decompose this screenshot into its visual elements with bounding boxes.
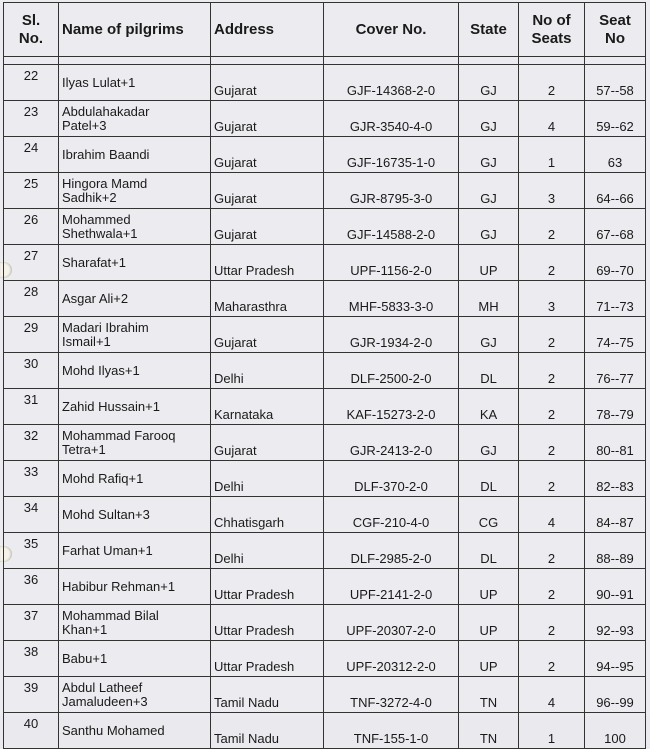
pilgrims-table [3,2,646,749]
pilgrim-name-cell: Santhu Mohamed [59,713,211,749]
seat-no-cell: 90--91 [585,569,646,605]
address-cell: Gujarat [211,317,324,353]
seats-count-cell: 4 [519,497,585,533]
table-row [4,281,646,317]
seats-count-cell: 2 [519,425,585,461]
address-cell: Gujarat [211,173,324,209]
cover-no-cell: GJR-8795-3-0 [324,173,459,209]
seats-count-cell: 3 [519,173,585,209]
header-cover-no: Cover No. [324,3,459,57]
sl-no-cell: 29 [4,317,59,353]
pilgrim-name-cell: Madari Ibrahim Ismail+1 [59,317,211,353]
table-row [4,497,646,533]
seat-no-cell: 63 [585,137,646,173]
table-row [4,101,646,137]
cover-no-cell: GJF-14588-2-0 [324,209,459,245]
table-row [4,209,646,245]
state-cell: MH [459,281,519,317]
table-row [4,353,646,389]
seat-no-cell: 88--89 [585,533,646,569]
state-cell: GJ [459,137,519,173]
address-cell: Delhi [211,461,324,497]
cover-no-cell: GJF-16735-1-0 [324,137,459,173]
state-cell: DL [459,353,519,389]
pilgrim-name-cell: Habibur Rehman+1 [59,569,211,605]
seats-count-cell: 2 [519,533,585,569]
table-row [4,389,646,425]
address-cell: Tamil Nadu [211,677,324,713]
table-row [4,461,646,497]
table-header [4,3,646,57]
seats-count-cell: 2 [519,65,585,101]
sl-no-cell: 31 [4,389,59,425]
address-cell: Gujarat [211,65,324,101]
sl-no-cell: 35 [4,533,59,569]
cover-no-cell: DLF-2985-2-0 [324,533,459,569]
state-cell: UP [459,641,519,677]
table-row [4,425,646,461]
seat-no-cell: 59--62 [585,101,646,137]
state-cell: DL [459,461,519,497]
table-row [4,533,646,569]
seat-no-cell: 78--79 [585,389,646,425]
table-row [4,65,646,101]
state-cell: TN [459,677,519,713]
state-cell: DL [459,533,519,569]
seat-no-cell: 69--70 [585,245,646,281]
address-cell: Uttar Pradesh [211,245,324,281]
seat-no-cell: 74--75 [585,317,646,353]
address-cell: Tamil Nadu [211,713,324,749]
state-cell: GJ [459,209,519,245]
address-cell: Gujarat [211,137,324,173]
state-cell: GJ [459,317,519,353]
address-cell: Gujarat [211,425,324,461]
cover-no-cell: UPF-20312-2-0 [324,641,459,677]
sl-no-cell: 39 [4,677,59,713]
seat-no-cell: 82--83 [585,461,646,497]
sl-no-cell: 32 [4,425,59,461]
seats-count-cell: 2 [519,389,585,425]
cover-no-cell: DLF-2500-2-0 [324,353,459,389]
cover-no-cell: UPF-2141-2-0 [324,569,459,605]
pilgrim-name-cell: Sharafat+1 [59,245,211,281]
pilgrim-name-cell: Abdulahakadar Patel+3 [59,101,211,137]
sl-no-cell: 28 [4,281,59,317]
pilgrim-name-cell: Mohd Rafiq+1 [59,461,211,497]
spacer-row [4,57,646,65]
state-cell: GJ [459,425,519,461]
pilgrim-name-cell: Mohd Ilyas+1 [59,353,211,389]
table-row [4,605,646,641]
state-cell: UP [459,245,519,281]
address-cell: Uttar Pradesh [211,641,324,677]
header-address: Address [211,3,324,57]
sl-no-cell: 30 [4,353,59,389]
seat-no-cell: 92--93 [585,605,646,641]
sl-no-cell: 24 [4,137,59,173]
cover-no-cell: GJR-2413-2-0 [324,425,459,461]
sl-no-cell: 40 [4,713,59,749]
seat-no-cell: 96--99 [585,677,646,713]
pilgrim-name-cell: Ilyas Lulat+1 [59,65,211,101]
pilgrim-name-cell: Asgar Ali+2 [59,281,211,317]
seats-count-cell: 4 [519,101,585,137]
sl-no-cell: 37 [4,605,59,641]
cover-no-cell: GJF-14368-2-0 [324,65,459,101]
table-row [4,137,646,173]
pilgrim-name-cell: Farhat Uman+1 [59,533,211,569]
pilgrim-name-cell: Mohd Sultan+3 [59,497,211,533]
sl-no-cell: 27 [4,245,59,281]
state-cell: UP [459,605,519,641]
seats-count-cell: 2 [519,209,585,245]
pilgrim-name-cell: Mohammed Shethwala+1 [59,209,211,245]
seat-no-cell: 71--73 [585,281,646,317]
seat-no-cell: 100 [585,713,646,749]
state-cell: TN [459,713,519,749]
address-cell: Uttar Pradesh [211,569,324,605]
seat-no-cell: 94--95 [585,641,646,677]
cover-no-cell: UPF-1156-2-0 [324,245,459,281]
seats-count-cell: 2 [519,569,585,605]
pilgrim-name-cell: Mohammad Farooq Tetra+1 [59,425,211,461]
seats-count-cell: 2 [519,317,585,353]
seats-count-cell: 2 [519,245,585,281]
seats-count-cell: 2 [519,461,585,497]
cover-no-cell: TNF-3272-4-0 [324,677,459,713]
pilgrim-name-cell: Ibrahim Baandi [59,137,211,173]
seats-count-cell: 1 [519,137,585,173]
state-cell: UP [459,569,519,605]
header-name: Name of pilgrims [59,3,211,57]
header-seat-no: Seat No [585,3,646,57]
cover-no-cell: MHF-5833-3-0 [324,281,459,317]
address-cell: Chhatisgarh [211,497,324,533]
seat-no-cell: 84--87 [585,497,646,533]
state-cell: GJ [459,173,519,209]
seat-no-cell: 57--58 [585,65,646,101]
table-body [4,57,646,749]
sl-no-cell: 33 [4,461,59,497]
seats-count-cell: 2 [519,353,585,389]
cover-no-cell: KAF-15273-2-0 [324,389,459,425]
address-cell: Gujarat [211,209,324,245]
sl-no-cell: 25 [4,173,59,209]
cover-no-cell: TNF-155-1-0 [324,713,459,749]
state-cell: KA [459,389,519,425]
sl-no-cell: 22 [4,65,59,101]
state-cell: GJ [459,101,519,137]
cover-no-cell: GJR-3540-4-0 [324,101,459,137]
header-state: State [459,3,519,57]
pilgrim-name-cell: Zahid Hussain+1 [59,389,211,425]
seats-count-cell: 4 [519,677,585,713]
address-cell: Maharasthra [211,281,324,317]
seats-count-cell: 3 [519,281,585,317]
sl-no-cell: 36 [4,569,59,605]
pilgrim-name-cell: Mohammad Bilal Khan+1 [59,605,211,641]
seats-count-cell: 2 [519,605,585,641]
address-cell: Delhi [211,353,324,389]
table-row [4,173,646,209]
seats-count-cell: 2 [519,641,585,677]
table-row [4,713,646,749]
header-no-of-seats: No of Seats [519,3,585,57]
cover-no-cell: DLF-370-2-0 [324,461,459,497]
seat-no-cell: 76--77 [585,353,646,389]
address-cell: Gujarat [211,101,324,137]
header-sl-no: Sl. No. [4,3,59,57]
sl-no-cell: 23 [4,101,59,137]
sl-no-cell: 34 [4,497,59,533]
sl-no-cell: 38 [4,641,59,677]
sl-no-cell: 26 [4,209,59,245]
pilgrim-name-cell: Babu+1 [59,641,211,677]
cover-no-cell: UPF-20307-2-0 [324,605,459,641]
table-row [4,641,646,677]
address-cell: Uttar Pradesh [211,605,324,641]
table-row [4,569,646,605]
seat-no-cell: 67--68 [585,209,646,245]
seat-no-cell: 64--66 [585,173,646,209]
seat-no-cell: 80--81 [585,425,646,461]
table-row [4,317,646,353]
pilgrim-name-cell: Abdul Latheef Jamaludeen+3 [59,677,211,713]
state-cell: CG [459,497,519,533]
table-row [4,677,646,713]
state-cell: GJ [459,65,519,101]
address-cell: Delhi [211,533,324,569]
cover-no-cell: GJR-1934-2-0 [324,317,459,353]
address-cell: Karnataka [211,389,324,425]
pilgrim-name-cell: Hingora Mamd Sadhik+2 [59,173,211,209]
table-row [4,245,646,281]
cover-no-cell: CGF-210-4-0 [324,497,459,533]
seats-count-cell: 1 [519,713,585,749]
